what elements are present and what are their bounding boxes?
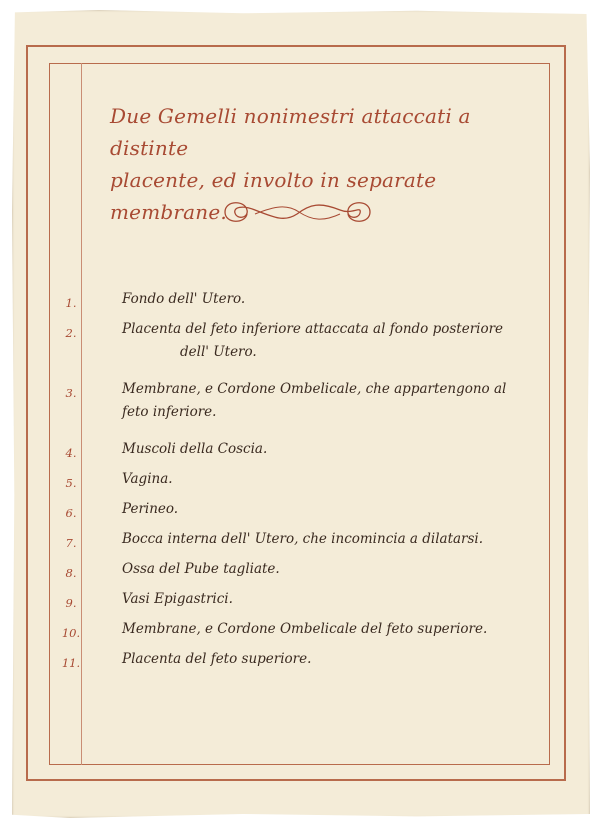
title-line-1: Due Gemelli nonimestri attaccati a distinte <box>110 104 471 160</box>
item-number: 4. <box>65 446 77 460</box>
item-number: 8. <box>65 566 77 580</box>
item-number: 10. <box>61 626 81 640</box>
item-text: Fondo dell' Utero. <box>122 291 246 307</box>
item-number: 7. <box>65 536 77 550</box>
item-text: Vasi Epigastrici. <box>122 591 233 607</box>
item-number: 6. <box>65 506 77 520</box>
item-text: Membrane, e Cordone Ombelicale, che appartengono al <box>122 381 507 397</box>
item-number: 9. <box>65 596 77 610</box>
item-text: Membrane, e Cordone Ombelicale del feto superiore. <box>122 621 488 637</box>
flourish-ornament <box>215 192 380 232</box>
item-number: 1. <box>65 296 77 310</box>
item-text: Perineo. <box>122 501 179 517</box>
item-text-continuation: feto inferiore. <box>122 404 217 420</box>
item-text: Bocca interna dell' Utero, che incomincia a dilatarsi. <box>122 531 484 547</box>
item-number: 3. <box>65 386 77 400</box>
item-text: Placenta del feto superiore. <box>122 651 312 667</box>
item-text: Ossa del Pube tagliate. <box>122 561 280 577</box>
item-number: 2. <box>65 326 77 340</box>
item-text: Placenta del feto inferiore attaccata al fondo posteriore <box>122 321 504 337</box>
item-text: Vagina. <box>122 471 173 487</box>
item-text-continuation: dell' Utero. <box>180 344 257 360</box>
item-text: Muscoli della Coscia. <box>122 441 268 457</box>
title-line-2: placente, ed involto in separate membrane. <box>110 168 437 224</box>
item-number: 5. <box>65 476 77 490</box>
item-number: 11. <box>61 656 81 670</box>
